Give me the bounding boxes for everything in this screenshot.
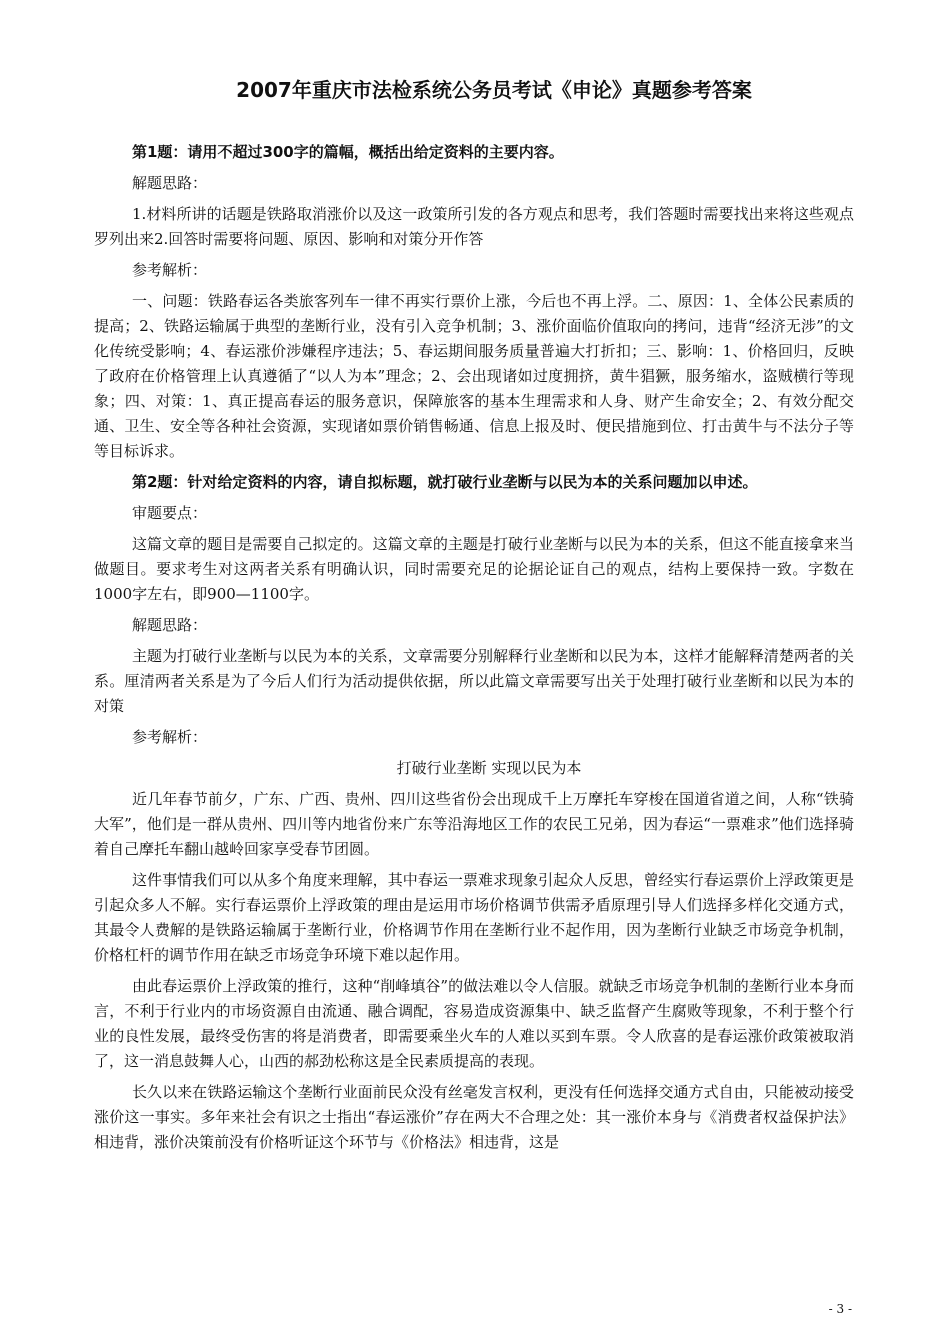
- page-number: - 3 -: [828, 1302, 852, 1316]
- question-1: 第1题：请用不超过300字的篇幅，概括出给定资料的主要内容。: [132, 143, 564, 161]
- essay-paragraph: 由此春运票价上浮政策的推行，这种“削峰填谷”的做法难以令人信服。就缺乏市场竞争机制的垄断行业本身而言，不利于行业内的市场资源自由流通、融合调配，容易造成资源集中、缺乏监督产生腐败等现象，不利于整个行业的良性发展，最终受伤害的将是消费者，即需要乘坐火车的人难以买到车票。令人欣喜的是春运涨价政策被取消了，这一消息鼓舞人心，山西的郝劲松称这是全民素质提高的表现。: [94, 977, 854, 1070]
- q2-approach-text: 主题为打破行业垄断与以民为本的关系，文章需要分别解释行业垄断和以民为本，这样才能解释清楚两者的关系。厘清两者关系是为了今后人们行为活动提供依据，所以此篇文章需要写出关于处理打破行业垄断和以民为本的对策: [94, 647, 854, 715]
- document-title: 2007年重庆市法检系统公务员考试《申论》真题参考答案: [236, 78, 752, 102]
- q2-key-points-text: 这篇文章的题目是需要自己拟定的。这篇文章的主题是打破行业垄断与以民为本的关系，但这不能直接拿来当做题目。要求考生对这两者关系有明确认识，同时需要充足的论据论证自己的观点，结构上要保持一致。字数在1000字左右，即900—1100字。: [94, 535, 854, 603]
- q2-approach-label: 解题思路：: [132, 616, 208, 634]
- q2-analysis-label: 参考解析：: [132, 728, 208, 746]
- essay-title: 打破行业垄断 实现以民为本: [396, 759, 582, 777]
- q1-analysis-label: 参考解析：: [132, 261, 208, 279]
- q1-analysis-text: 一、问题：铁路春运各类旅客列车一律不再实行票价上涨，今后也不再上浮。二、原因：1、全体公民素质的提高；2、铁路运输属于典型的垄断行业，没有引入竞争机制；3、涨价面临价值取向的拷问，违背“经济无涉”的文化传统受影响；4、春运涨价涉嫌程序违法；5、春运期间服务质量普遍大打折扣；三、影响：1、价格回归，反映了政府在价格管理上认真遵循了“以人为本”理念；2、会出现诸如过度拥挤，黄牛猖獗，服务缩水，盗贼横行等现象；四、对策：1、真正提高春运的服务意识，保障旅客的基本生理需求和人身、财产生命安全；2、有效分配交通、卫生、安全等各种社会资源，实现诸如票价销售畅通、信息上报及时、便民措施到位、打击黄牛与不法分子等等目标诉求。: [94, 292, 854, 460]
- q1-approach-label: 解题思路：: [132, 174, 208, 192]
- essay-paragraph: 近几年春节前夕，广东、广西、贵州、四川这些省份会出现成千上万摩托车穿梭在国道省道之间，人称“铁骑大军”，他们是一群从贵州、四川等内地省份来广东等沿海地区工作的农民工兄弟，因为春运“一票难求”他们选择骑着自己摩托车翻山越岭回家享受春节团圆。: [94, 790, 854, 858]
- essay-paragraph: 长久以来在铁路运输这个垄断行业面前民众没有丝毫发言权利，更没有任何选择交通方式自由，只能被动接受涨价这一事实。多年来社会有识之士指出“春运涨价”存在两大不合理之处：其一涨价本身与《消费者权益保护法》相违背，涨价决策前没有价格听证这个环节与《价格法》相违背，这是: [94, 1083, 854, 1151]
- q2-key-points-label: 审题要点：: [132, 504, 208, 522]
- document-page: [94, 76, 854, 1161]
- essay-paragraph: 这件事情我们可以从多个角度来理解，其中春运一票难求现象引起众人反思，曾经实行春运票价上浮政策更是引起众多人不解。实行春运票价上浮政策的理由是运用市场价格调节供需矛盾原理引导人们选择多样化交通方式，其最令人费解的是铁路运输属于垄断行业，价格调节作用在垄断行业不起作用，因为垄断行业缺乏市场竞争机制，价格杠杆的调节作用在缺乏市场竞争环境下难以起作用。: [94, 871, 854, 964]
- q1-approach-text: 1.材料所讲的话题是铁路取消涨价以及这一政策所引发的各方观点和思考，我们答题时需要找出来将这些观点罗列出来2.回答时需要将问题、原因、影响和对策分开作答: [94, 205, 854, 248]
- question-2: 第2题：针对给定资料的内容，请自拟标题，就打破行业垄断与以民为本的关系问题加以申述。: [132, 473, 758, 491]
